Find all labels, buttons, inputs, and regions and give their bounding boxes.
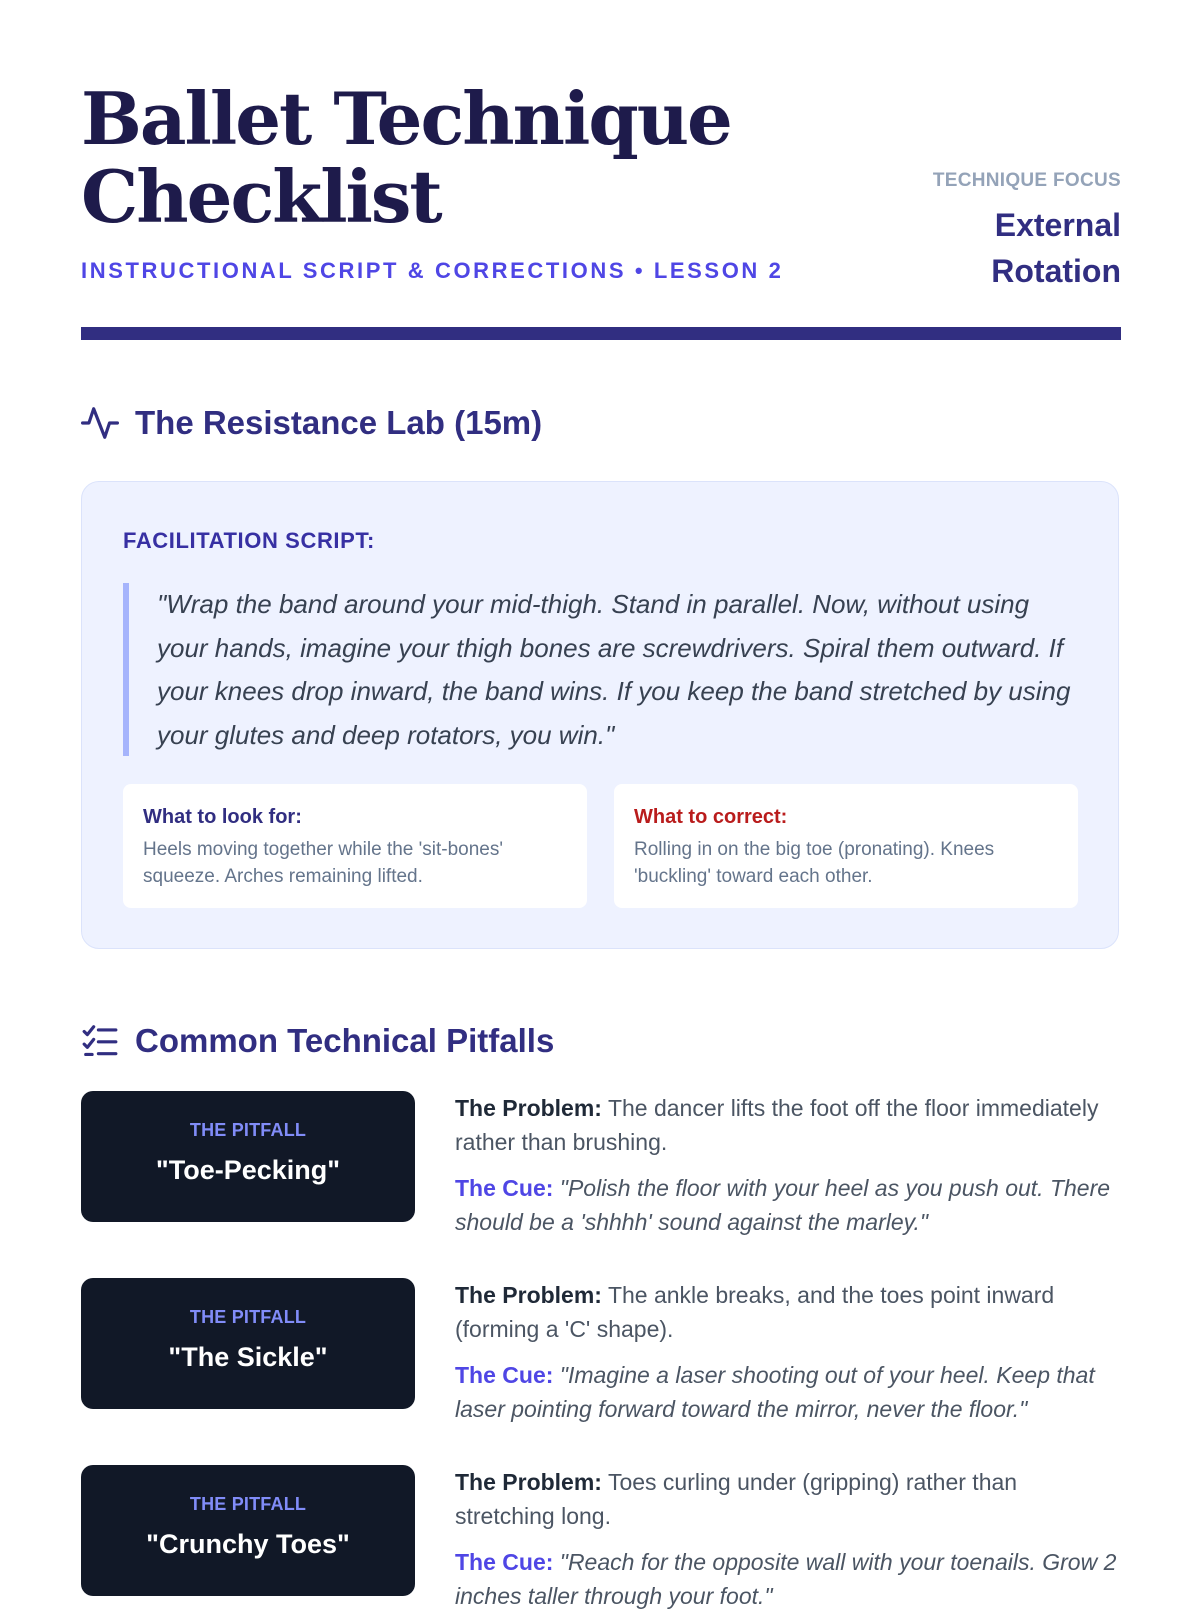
pitfall-details xyxy=(455,1091,1121,1239)
pitfall-badge xyxy=(81,1278,415,1409)
technique-focus-label: TECHNIQUE FOCUS xyxy=(932,170,1121,191)
header-divider xyxy=(81,327,1121,340)
correct-title: What to correct: xyxy=(634,806,788,828)
pitfalls-heading xyxy=(81,1019,554,1063)
problem-label: The Problem: xyxy=(455,1282,602,1308)
pitfall-tag: THE PITFALL xyxy=(189,1494,307,1514)
pitfall-badge xyxy=(81,1465,415,1596)
pitfall-cue xyxy=(455,1545,1121,1613)
pitfall-details xyxy=(455,1278,1121,1426)
pitfall-item xyxy=(81,1465,1121,1609)
pitfall-problem xyxy=(455,1465,1121,1533)
cue-label: The Cue: xyxy=(455,1549,554,1575)
look-for-title: What to look for: xyxy=(143,806,302,828)
facilitation-card xyxy=(81,481,1119,949)
cue-label: The Cue: xyxy=(455,1362,554,1388)
pitfall-details xyxy=(455,1465,1121,1613)
page-subtitle: INSTRUCTIONAL SCRIPT & CORRECTIONS • LESSON 2 xyxy=(81,258,784,283)
pitfalls-title: Common Technical Pitfalls xyxy=(135,1022,555,1059)
problem-label: The Problem: xyxy=(455,1095,602,1121)
pitfall-name: "Toe-Pecking" xyxy=(155,1155,341,1185)
page-title: Ballet Technique Checklist xyxy=(81,76,731,239)
technique-focus-value: External Rotation xyxy=(991,207,1121,289)
look-for-body: Heels moving together while the 'sit-bones' squeeze. Arches remaining lifted. xyxy=(143,839,503,887)
problem-label: The Problem: xyxy=(455,1469,602,1495)
problem-text: The ankle breaks, and the toes point inward (forming a 'C' shape). xyxy=(455,1282,1055,1342)
cue-text: "Imagine a laser shooting out of your heel. Keep that laser pointing forward toward the mirror, never the floor." xyxy=(455,1362,1095,1422)
pitfall-badge xyxy=(81,1091,415,1222)
page-header xyxy=(81,76,1121,340)
cue-label: The Cue: xyxy=(455,1175,554,1201)
pitfall-cue xyxy=(455,1358,1121,1426)
pitfall-item xyxy=(81,1091,1121,1235)
resistance-lab-title: The Resistance Lab (15m) xyxy=(135,404,543,441)
pitfall-tag: THE PITFALL xyxy=(189,1120,307,1140)
pitfall-problem xyxy=(455,1278,1121,1346)
pitfall-cue xyxy=(455,1171,1121,1239)
facilitation-script-label: FACILITATION SCRIPT: xyxy=(123,528,375,553)
problem-text: Toes curling under (gripping) rather than stretching long. xyxy=(455,1469,1018,1529)
activity-pulse-icon xyxy=(81,404,119,442)
problem-text: The dancer lifts the foot off the floor immediately rather than brushing. xyxy=(455,1095,1099,1155)
cue-text: "Polish the floor with your heel as you push out. There should be a 'shhhh' sound against the marley." xyxy=(455,1175,1111,1235)
cue-text: "Reach for the opposite wall with your toenails. Grow 2 inches taller through your foot." xyxy=(455,1549,1117,1609)
correct-note xyxy=(614,784,1078,908)
pitfall-name: "The Sickle" xyxy=(168,1342,328,1372)
resistance-lab-heading xyxy=(81,401,542,445)
checklist-icon xyxy=(81,1022,119,1060)
pitfall-item xyxy=(81,1278,1121,1422)
facilitation-quote: "Wrap the band around your mid-thigh. Stand in parallel. Now, without using your hands, imagine your thigh bones are screwdrivers. Spiral them outward. If your knees drop inward, the band wins. If you keep the band stretched by using your glutes and deep rotators, you win." xyxy=(123,583,1073,756)
look-for-note xyxy=(123,784,587,908)
pitfall-problem xyxy=(455,1091,1121,1159)
correct-body: Rolling in on the big toe (pronating). Knees 'buckling' toward each other. xyxy=(634,839,995,887)
pitfall-tag: THE PITFALL xyxy=(189,1307,307,1327)
technique-focus xyxy=(861,168,1121,294)
pitfall-name: "Crunchy Toes" xyxy=(146,1529,350,1559)
